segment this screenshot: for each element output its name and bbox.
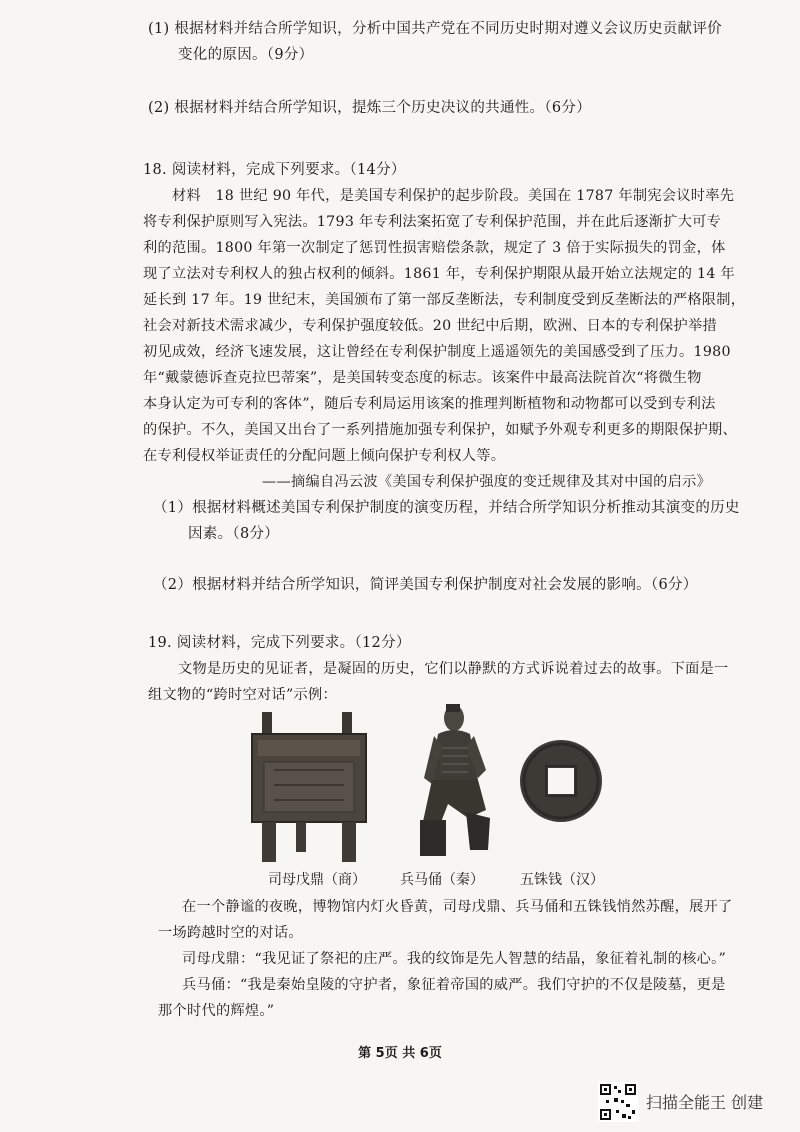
q18-material-line: 将专利保护原则写入宪法。1793 年专利法案拓宽了专利保护范围，并在此后逐渐扩大可专 xyxy=(143,214,722,230)
q18-material-line: 现了立法对专利权人的独占权利的倾斜。1861 年，专利保护期限从最开始立法规定的 14 年 xyxy=(143,266,735,282)
q19-intro-line1: 文物是历史的见证者，是凝固的历史，它们以静默的方式诉说着过去的故事。下面是一 xyxy=(178,661,729,677)
q18-sub2: （2）根据材料并结合所学知识，简评美国专利保护制度对社会发展的影响。（6分） xyxy=(153,577,698,593)
caption-simuwu-ding: 司母戊鼎（商） xyxy=(268,872,366,888)
q19-dialogue-ding: 司母戊鼎：“我见证了祭祀的庄严。我的纹饰是先人智慧的结晶，象征着礼制的核心。” xyxy=(182,951,727,967)
q18-source: ——摘编自冯云波《美国专利保护强度的变迁规律及其对中国的启示》 xyxy=(262,474,712,490)
q19-body-line: 那个时代的辉煌。” xyxy=(158,1003,275,1019)
q18-material-line: 利的范围。1800 年第一次制定了惩罚性损害赔偿条款，规定了 3 倍于实际损失的罚金，体 xyxy=(143,240,726,256)
q17-sub2: (2) 根据材料并结合所学知识，提炼三个历史决议的共通性。（6分） xyxy=(148,100,592,116)
page-footer: 第 5页 共 6页 xyxy=(358,1046,442,1061)
qr-code-icon xyxy=(598,1082,638,1122)
q18-material-line: 年“戴蒙德诉查克拉巴蒂案”，是美国转变态度的标志。该案件中最高法院首次“将微生物 xyxy=(143,370,702,386)
q19-header: 19. 阅读材料，完成下列要求。（12分） xyxy=(148,635,411,651)
wuzhu-coin-image xyxy=(518,738,604,824)
q19-body-line: 在一个静谧的夜晚，博物馆内灯火昏黄，司母戊鼎、兵马俑和五铢钱悄然苏醒，展开了 xyxy=(182,899,733,915)
caption-terracotta-warrior: 兵马俑（秦） xyxy=(400,872,484,888)
q18-sub1-line1: （1）根据材料概述美国专利保护制度的演变历程，并结合所学知识分析推动其演变的历史 xyxy=(153,500,740,516)
q17-sub1-line2: 变化的原因。（9分） xyxy=(178,47,314,63)
scanner-watermark xyxy=(598,1082,798,1122)
q18-material-line: 社会对新技术需求减少，专利保护强度较低。20 世纪中后期，欧洲、日本的专利保护举措 xyxy=(143,318,717,334)
q17-sub1-line1: (1) 根据材料并结合所学知识，分析中国共产党在不同历史时期对遵义会议历史贡献评价 xyxy=(148,21,722,37)
q19-intro-line2: 组文物的“跨时空对话”示例： xyxy=(148,687,337,703)
q18-material-line: 在专利侵权举证责任的分配问题上倾向保护专利权人等。 xyxy=(143,448,506,464)
terracotta-warrior-image xyxy=(408,700,498,865)
q19-dialogue-warrior: 兵马俑：“我是秦始皇陵的守护者，象征着帝国的威严。我们守护的不仅是陵墓，更是 xyxy=(182,977,726,993)
q18-material-line: 的保护。不久，美国又出台了一系列措施加强专利保护，如赋予外观专利更多的期限保护期、 xyxy=(143,422,737,438)
q18-material-line: 初见成效，经济飞速发展，这让曾经在专利保护制度上遥遥领先的美国感受到了压力。1980 xyxy=(143,344,731,360)
q18-material-line: 材料 18 世纪 90 年代，是美国专利保护的起步阶段。美国在 1787 年制宪会议时率先 xyxy=(172,188,735,204)
q18-sub1-line2: 因素。（8分） xyxy=(188,526,280,542)
q18-header: 18. 阅读材料，完成下列要求。（14分） xyxy=(143,162,406,178)
caption-wuzhu-coin: 五铢钱（汉） xyxy=(520,872,604,888)
watermark-text: 扫描全能王 创建 xyxy=(646,1093,764,1112)
q19-body-line: 一场跨越时空的对话。 xyxy=(158,925,303,941)
q18-material-line: 延长到 17 年。19 世纪末，美国颁布了第一部反垄断法，专利制度受到反垄断法的严格限制， xyxy=(143,292,746,308)
q18-material-line: 本身认定为可专利的客体”，随后专利局运用该案的推理判断植物和动物都可以受到专利法 xyxy=(143,396,716,412)
simuwu-ding-image xyxy=(244,710,374,870)
